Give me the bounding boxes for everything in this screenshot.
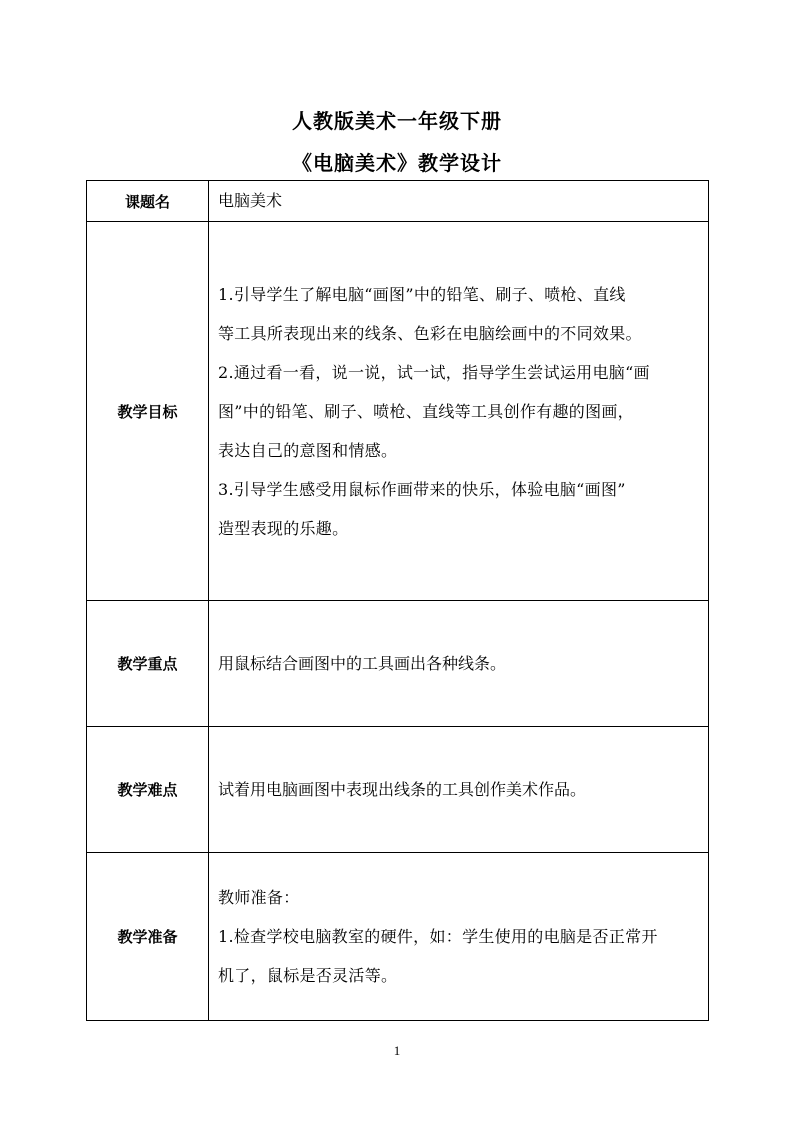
goals-line: 图”中的铅笔、刷子、喷枪、直线等工具创作有趣的图画， [218,401,634,421]
topic-label: 课题名 [87,181,209,222]
document-subtitle: 《电脑美术》教学设计 [292,151,502,175]
lesson-design-table [86,180,709,1021]
table-row-goals [87,222,709,601]
table-row-preparation [87,853,709,1021]
goals-label: 教学目标 [87,222,209,601]
key-points-label: 教学重点 [87,601,209,727]
topic-value: 电脑美术 [209,181,709,222]
goals-line: 等工具所表现出来的线条、色彩在电脑绘画中的不同效果。 [218,323,642,343]
goals-line: 3.引导学生感受用鼠标作画带来的快乐，体验电脑“画图” [218,479,626,499]
goals-line: 造型表现的乐趣。 [218,518,349,538]
table-row-topic [87,181,709,222]
preparation-content [209,853,709,1021]
goals-line: 2.通过看一看，说一说，试一试，指导学生尝试运用电脑“画 [218,362,650,382]
preparation-label: 教学准备 [87,853,209,1021]
table-row-key-points [87,601,709,727]
preparation-line: 教师准备： [218,888,300,907]
goals-line: 1.引导学生了解电脑“画图”中的铅笔、刷子、喷枪、直线 [218,284,626,304]
difficulties-label: 教学难点 [87,727,209,853]
goals-line: 表达自己的意图和情感。 [218,440,398,460]
table-row-difficulties [87,727,709,853]
difficulties-value: 试着用电脑画图中表现出线条的工具创作美术作品。 [209,727,709,853]
goals-content [209,222,709,601]
key-points-value: 用鼠标结合画图中的工具画出各种线条。 [209,601,709,727]
preparation-line: 1.检查学校电脑教室的硬件，如：学生使用的电脑是否正常开 [218,927,658,946]
document-title: 人教版美术一年级下册 [292,109,502,133]
page-number: 1 [393,1043,401,1058]
preparation-line: 机了，鼠标是否灵活等。 [218,966,398,985]
